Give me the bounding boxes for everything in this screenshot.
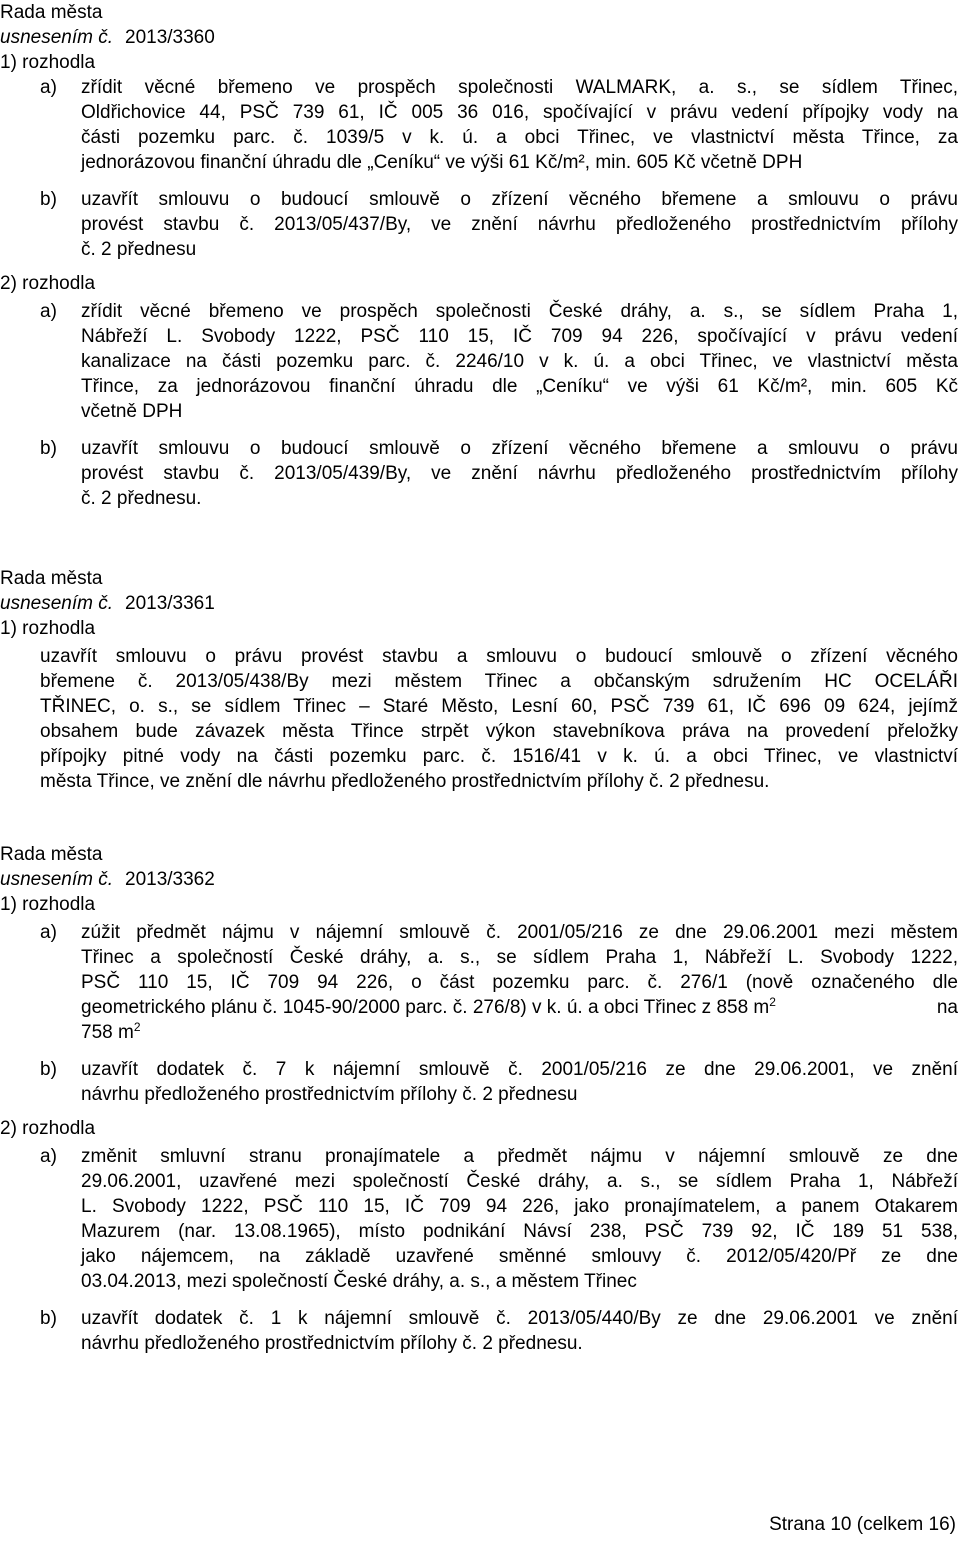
text-line [81,995,958,1020]
text-line: TŘINEC, o. s., se sídlem Třinec – Staré Město, Lesní 60, PSČ 739 61, IČ 696 09 624, jejímž [40,696,958,717]
decision-label: 1) rozhodla [0,618,96,639]
decision-item [0,187,960,262]
text-line: Oldřichovice 44, PSČ 739 61, IČ 005 36 016, spočívající v právu vedení přípojky vody na [81,102,958,123]
superscript: 2 [769,995,776,1009]
resolved-label: usnesením č. [0,27,113,48]
text-line: zřídit věcné břemeno ve prospěch společnosti České dráhy, a. s., se sídlem Praha 1, [81,301,958,322]
text-line: břemene č. 2013/05/438/By mezi městem Třinec a občanským sdružením HC OCELÁŘI [40,671,958,692]
text-line [81,1020,958,1045]
text-line: Třinec a společností České dráhy, a. s., se sídlem Praha 1, Nábřeží L. Svobody 1222, [81,947,958,968]
text-segment: geometrického plánu č. 1045-90/2000 parc. č. 276/8) v k. ú. a obci Třinec z 858 m [81,997,770,1018]
text-line: návrhu předloženého prostřednictvím přílohy č. 2 přednesu. [81,1333,583,1354]
text-line: přípojky pitné vody na části pozemku parc. č. 1516/41 v k. ú. a obci Třinec, ve vlastnictví [40,746,958,767]
text-line: provést stavbu č. 2013/05/437/By, ve znění návrhu předloženého prostřednictvím přílohy [81,214,958,235]
text-line: obsahem bude závazek města Třince strpět výkon stavebníkova práva na provedení přeložky [40,721,958,742]
resolution-2013-3361 [0,566,960,794]
resolution-number: 2013/3360 [125,27,215,48]
decision-item [0,1306,960,1356]
item-letter: a) [40,922,57,943]
decision-item [0,436,960,511]
decision-label: 1) rozhodla [0,52,96,73]
council-label: Rada města [0,568,103,589]
council-label: Rada města [0,2,103,23]
text-line: L. Svobody 1222, PSČ 110 15, IČ 709 94 226, jako pronajímatelem, a panem Otakarem [81,1196,958,1217]
item-text [81,1057,958,1107]
item-text [81,299,958,424]
decision-item [0,1057,960,1107]
text-line: části pozemku parc. č. 1039/5 v k. ú. a obci Třinec, ve vlastnictví města Třince, za [81,127,958,148]
resolution-number: 2013/3362 [125,869,215,890]
page-footer: Strana 10 (celkem 16) [769,1514,956,1535]
decision-label: 2) rozhodla [0,1118,96,1139]
text-line: jako nájemcem, na základě uzavřené směnné smlouvy č. 2012/05/420/Př ze dne [81,1246,958,1267]
resolution-number-line [0,867,960,892]
decision-item [0,299,960,424]
text-segment: na [936,997,958,1018]
text-line: Mazurem (nar. 13.08.1965), místo podnikání Návsí 238, PSČ 739 92, IČ 189 51 538, [81,1221,958,1242]
text-line: zúžit předmět nájmu v nájemní smlouvě č. 2001/05/216 ze dne 29.06.2001 mezi městem [81,922,958,943]
item-letter: b) [40,1059,57,1080]
decision-item [0,920,960,1045]
text-line: Nábřeží L. Svobody 1222, PSČ 110 15, IČ 709 94 226, spočívající v právu vedení [81,326,958,347]
decision-item [0,75,960,175]
resolution-2013-3360 [0,0,960,511]
text-line: uzavřít smlouvu o budoucí smlouvě o zřízení věcného břemene a smlouvu o právu [81,189,958,210]
resolution-number-line [0,25,960,50]
text-line: návrhu předloženého prostřednictvím přílohy č. 2 přednesu [81,1084,578,1105]
decision-label: 1) rozhodla [0,894,96,915]
superscript: 2 [133,1020,141,1034]
item-letter: b) [40,438,57,459]
item-text [81,187,958,262]
resolution-number: 2013/3361 [125,593,215,614]
text-line: jednorázovou finanční úhradu dle „Ceníku“ ve výši 61 Kč/m², min. 605 Kč včetně DPH [81,152,803,173]
text-line: PSČ 110 15, IČ 709 94 226, o část pozemku parc. č. 276/1 (nově označeného dle [81,972,958,993]
text-segment: 758 m [81,1022,134,1043]
text-line: 29.06.2001, uzavřené mezi společností České dráhy, a. s., se sídlem Praha 1, Nábřeží [81,1171,958,1192]
decision-item [0,1144,960,1294]
item-letter: b) [40,189,57,210]
text-line: města Třince, ve znění dle návrhu předloženého prostřednictvím přílohy č. 2 přednesu. [40,771,770,792]
item-text [81,1306,958,1356]
item-letter: a) [40,301,57,322]
text-line: Třince, za jednorázovou finanční úhradu dle „Ceníku“ ve výši 61 Kč/m², min. 605 Kč [81,376,958,397]
text-line: včetně DPH [81,401,183,422]
council-label: Rada města [0,844,103,865]
resolution-number-line [0,591,960,616]
text-line: uzavřít dodatek č. 1 k nájemní smlouvě č. 2013/05/440/By ze dne 29.06.2001 ve znění [81,1308,958,1329]
text-line: uzavřít smlouvu o právu provést stavbu a smlouvu o budoucí smlouvě o zřízení věcného [40,646,958,667]
item-text [81,920,958,1045]
decision-label: 2) rozhodla [0,273,96,294]
text-line: č. 2 přednesu [81,239,197,260]
decision-text [40,644,958,794]
text-line: uzavřít smlouvu o budoucí smlouvě o zřízení věcného břemene a smlouvu o právu [81,438,958,459]
resolved-label: usnesením č. [0,593,113,614]
text-line: kanalizace na části pozemku parc. č. 2246/10 v k. ú. a obci Třinec, ve vlastnictví města [81,351,958,372]
resolved-label: usnesením č. [0,869,113,890]
text-line: 03.04.2013, mezi společností České dráhy, a. s., a městem Třinec [81,1271,637,1292]
item-letter: a) [40,77,57,98]
text-line: uzavřít dodatek č. 7 k nájemní smlouvě č. 2001/05/216 ze dne 29.06.2001, ve znění [81,1059,958,1080]
text-line: č. 2 přednesu. [81,488,202,509]
item-text [81,75,958,175]
item-letter: b) [40,1308,57,1329]
text-line: provést stavbu č. 2013/05/439/By, ve znění návrhu předloženého prostřednictvím přílohy [81,463,958,484]
resolution-2013-3362 [0,842,960,1356]
text-line: změnit smluvní stranu pronajímatele a předmět nájmu v nájemní smlouvě ze dne [81,1146,958,1167]
item-letter: a) [40,1146,57,1167]
text-line: zřídit věcné břemeno ve prospěch společnosti WALMARK, a. s., se sídlem Třinec, [81,77,958,98]
item-text [81,1144,958,1294]
item-text [81,436,958,511]
